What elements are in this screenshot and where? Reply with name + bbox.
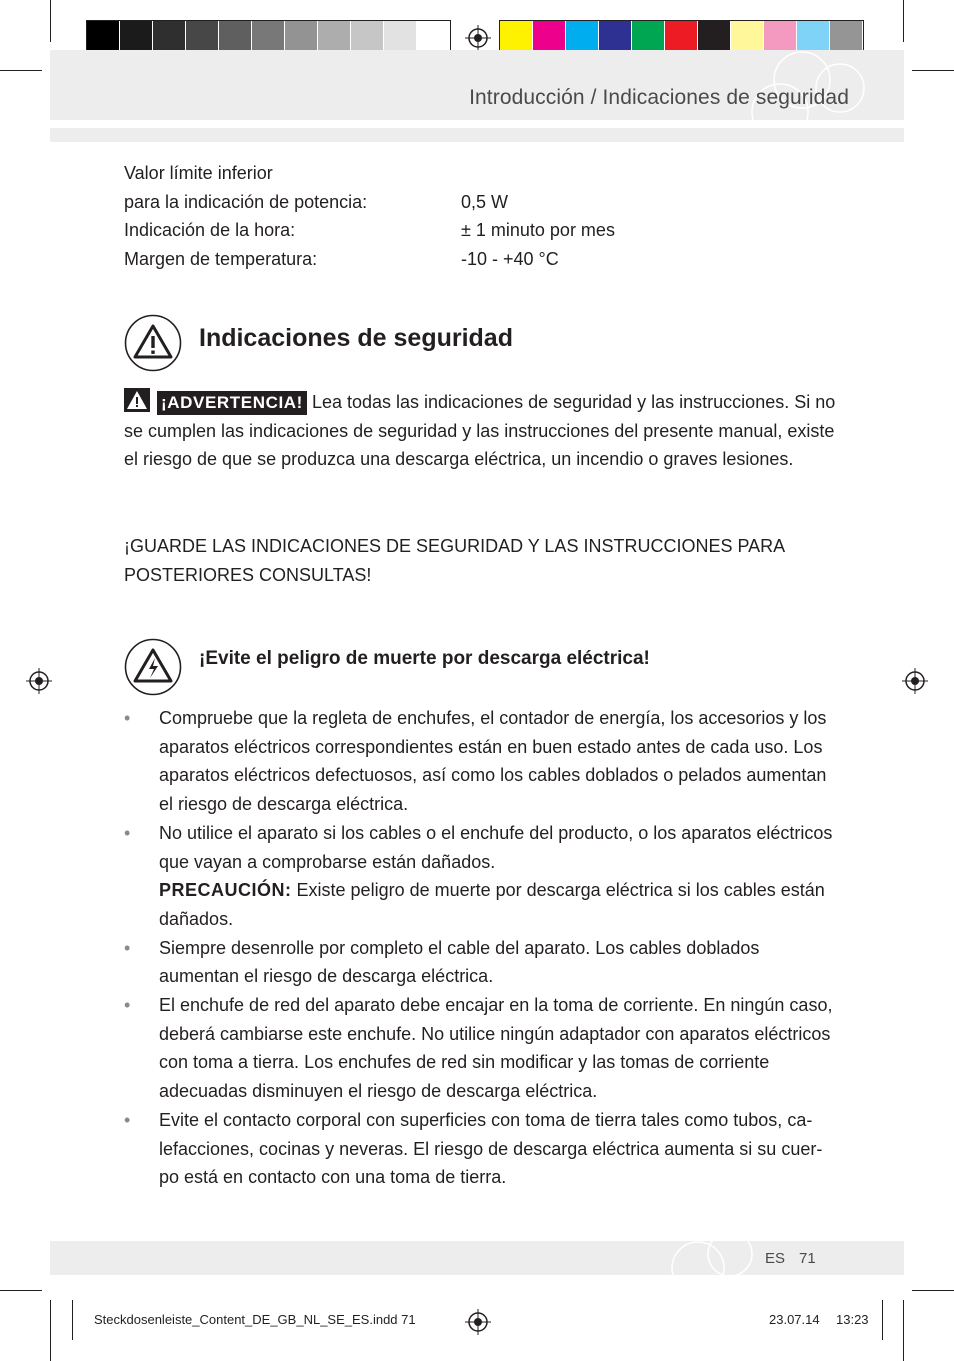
warning-paragraph	[124, 388, 836, 474]
spec-value: -10 - +40 °C	[461, 249, 559, 269]
list-item	[124, 1106, 836, 1192]
color-swatch	[500, 21, 533, 53]
slug-time: 13:23	[836, 1312, 869, 1327]
list-item	[124, 704, 836, 819]
spec-value: ± 1 minuto por mes	[461, 220, 615, 240]
page-header-title: Introducción / Indicaciones de seguridad	[469, 86, 849, 109]
color-swatch	[566, 21, 599, 53]
bullet-icon: •	[124, 1109, 131, 1130]
caution-label: PRECAUCIÓN:	[159, 880, 292, 901]
bullet-text: Compruebe que la regleta de enchufes, el contador de energía, los accesorios y los aparatos eléctricos correspondientes están en buen estado antes de cada uso. Los aparatos eléctricos defectuosos, así como los cables doblados o pelados aumentan el riesgo de descarga eléctrica.	[159, 708, 827, 815]
color-swatch	[186, 21, 219, 53]
electric-hazard-icon	[124, 638, 182, 696]
color-swatch	[285, 21, 318, 53]
keep-notice: ¡GUARDE LAS INDICACIONES DE SEGURIDAD Y LAS INSTRUCCIONES PARA POSTERIORES CONSULTAS!	[124, 536, 785, 585]
bullet-icon: •	[124, 708, 131, 728]
color-swatch	[731, 21, 764, 53]
spec-value: 0,5 W	[461, 192, 509, 212]
spec-label: Margen de temperatura:	[124, 249, 318, 269]
bullet-icon: •	[124, 937, 131, 958]
spec-label: para la indicación de potencia:	[124, 192, 368, 212]
warning-small-icon	[124, 388, 150, 412]
safety-bullet-list	[124, 704, 836, 1192]
footer-circles-icon	[660, 1228, 760, 1275]
color-swatch	[764, 21, 797, 53]
color-swatch	[797, 21, 830, 53]
color-swatch	[87, 21, 120, 53]
color-swatch	[533, 21, 566, 53]
list-item	[124, 991, 836, 1106]
color-swatch	[632, 21, 665, 53]
caution-text: Existe peligro de muerte por descarga eléctrica si los cables están dañados.	[159, 880, 825, 929]
warning-rest: Si no se cumplen las indicaciones de seguridad y las instrucciones del presente manual, existe el riesgo de que se produzca una descarga eléctrica, un incendio o graves lesiones.	[124, 392, 836, 470]
list-item	[124, 934, 836, 991]
electric-heading: ¡Evite el peligro de muerte por descarga eléctrica!	[199, 648, 650, 669]
slug-date: 23.07.14	[769, 1312, 820, 1327]
registration-mark-icon	[465, 1309, 491, 1335]
slug-filename: Steckdosenleiste_Content_DE_GB_NL_SE_ES.indd 71	[94, 1312, 416, 1327]
color-swatch	[120, 21, 153, 53]
list-item	[124, 819, 836, 934]
warning-triangle-icon	[124, 314, 182, 372]
bullet-text: Evite el contacto corporal con superficies con toma de tierra tales como tubos, calefacciones, cocinas y neveras. El riesgo de descarga eléctrica aumenta si su cuerpo está en contacto con una toma de tierra.	[159, 1109, 823, 1188]
color-swatch	[830, 21, 863, 53]
color-swatch	[219, 21, 252, 53]
color-swatch	[665, 21, 698, 53]
footer-language: ES	[765, 1250, 786, 1267]
color-swatch	[252, 21, 285, 53]
registration-mark-icon	[902, 668, 928, 694]
spec-label: Valor límite inferior	[124, 163, 273, 183]
header-rule	[50, 128, 904, 142]
warning-badge: ¡ADVERTENCIA!	[157, 391, 307, 415]
color-swatch	[351, 21, 384, 53]
bullet-icon: •	[124, 995, 131, 1016]
bullet-icon: •	[124, 822, 131, 843]
bullet-text: No utilice el aparato si los cables o el enchufe del producto, o los aparatos eléctricos que vayan a comprobarse están dañados.	[159, 822, 833, 872]
safety-heading: Indicaciones de seguridad	[199, 324, 513, 352]
color-swatch	[384, 21, 417, 53]
color-swatch	[599, 21, 632, 53]
color-swatch	[417, 21, 450, 53]
bullet-text: Siempre desenrolle por completo el cable del aparato. Los cables doblados aumentan el riesgo de descarga eléctrica.	[159, 937, 760, 987]
color-swatch	[153, 21, 186, 53]
color-swatch	[318, 21, 351, 53]
warning-first-line: Lea todas las indicaciones de seguridad y las instrucciones.	[311, 392, 790, 412]
spec-label: Indicación de la hora:	[124, 220, 296, 240]
registration-mark-icon	[26, 668, 52, 694]
footer-page-number: 71	[799, 1250, 816, 1267]
bullet-text: El enchufe de red del aparato debe encajar en la toma de corriente. En ningún caso, deberá cambiarse este enchufe. No utilice ningún adaptador con aparatos eléctricos con toma a tierra. Los enchufes de red sin modificar y las tomas de corriente adecuadas disminuyen el riesgo de descarga eléctrica.	[159, 995, 833, 1102]
color-swatch	[698, 21, 731, 53]
registration-mark-icon	[465, 25, 491, 51]
